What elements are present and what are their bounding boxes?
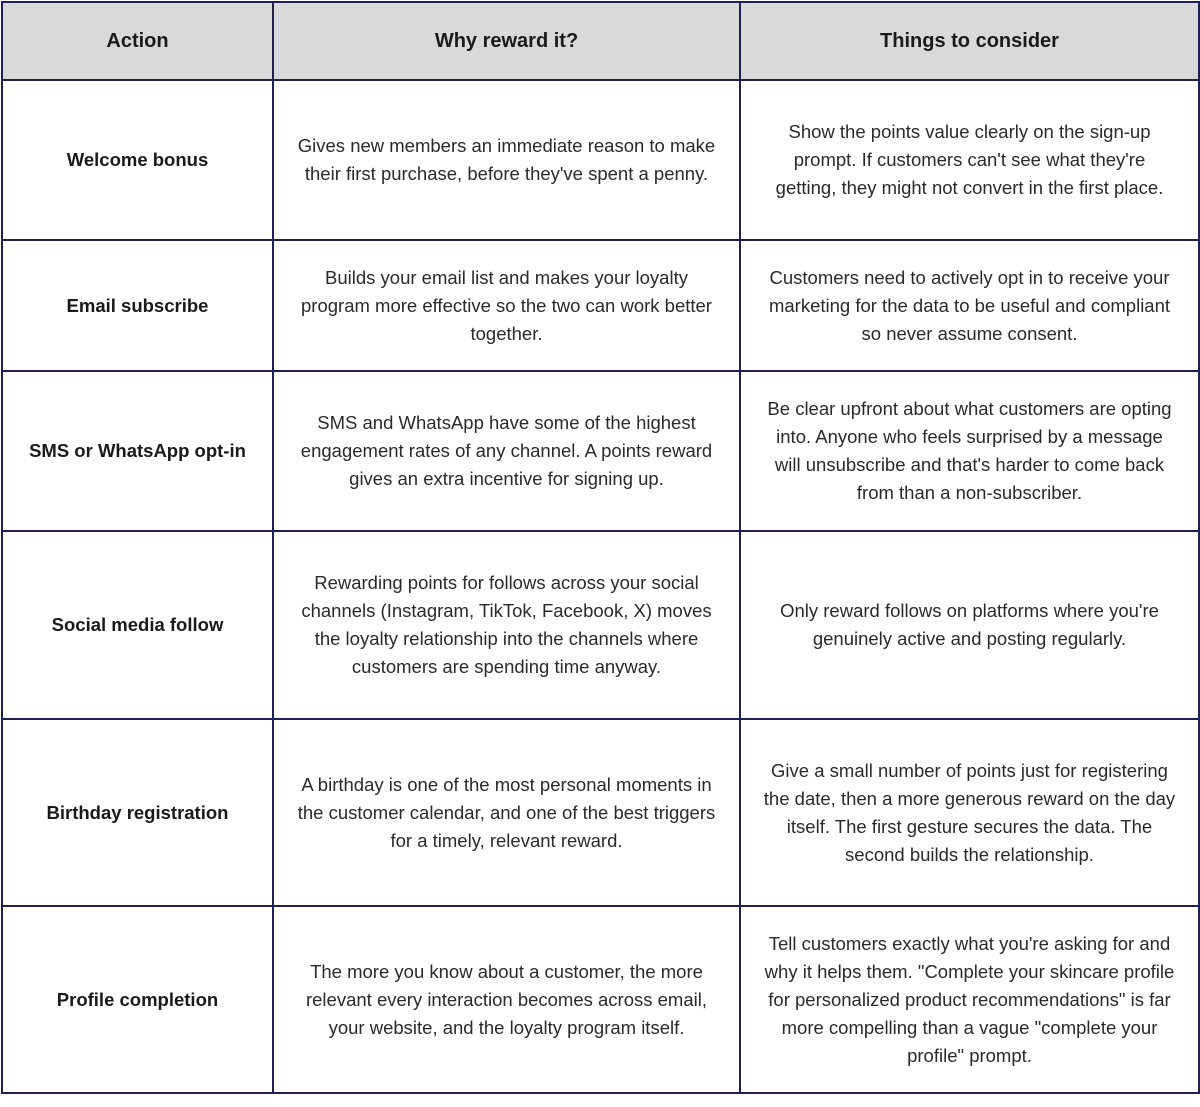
consider-cell: Tell customers exactly what you're asking for and why it helps them. "Complete your skincare profile for personalized product recommendations" is far more compelling than a vague "complete your profile" prompt. [740, 906, 1199, 1093]
action-cell: SMS or WhatsApp opt-in [2, 371, 273, 531]
action-cell: Email subscribe [2, 240, 273, 371]
header-why-reward: Why reward it? [273, 2, 740, 80]
consider-cell: Customers need to actively opt in to receive your marketing for the data to be useful and compliant so never assume consent. [740, 240, 1199, 371]
table-header-row [2, 2, 1199, 80]
consider-cell: Give a small number of points just for registering the date, then a more generous reward on the day itself. The first gesture secures the data. The second builds the relationship. [740, 719, 1199, 906]
why-cell: Gives new members an immediate reason to make their first purchase, before they've spent a penny. [273, 80, 740, 240]
rewards-table-container [1, 1, 1198, 1090]
table-row [2, 80, 1199, 240]
action-cell: Birthday registration [2, 719, 273, 906]
action-cell: Social media follow [2, 531, 273, 719]
why-cell: A birthday is one of the most personal moments in the customer calendar, and one of the best triggers for a timely, relevant reward. [273, 719, 740, 906]
table-row [2, 371, 1199, 531]
header-action: Action [2, 2, 273, 80]
consider-cell: Be clear upfront about what customers are opting into. Anyone who feels surprised by a message will unsubscribe and that's harder to come back from than a non-subscriber. [740, 371, 1199, 531]
header-things-to-consider: Things to consider [740, 2, 1199, 80]
why-cell: The more you know about a customer, the more relevant every interaction becomes across email, your website, and the loyalty program itself. [273, 906, 740, 1093]
why-cell: SMS and WhatsApp have some of the highest engagement rates of any channel. A points reward gives an extra incentive for signing up. [273, 371, 740, 531]
table-row [2, 531, 1199, 719]
action-cell: Welcome bonus [2, 80, 273, 240]
table-row [2, 906, 1199, 1093]
why-cell: Builds your email list and makes your loyalty program more effective so the two can work better together. [273, 240, 740, 371]
why-cell: Rewarding points for follows across your social channels (Instagram, TikTok, Facebook, X) moves the loyalty relationship into the channels where customers are spending time anyway. [273, 531, 740, 719]
consider-cell: Show the points value clearly on the sign-up prompt. If customers can't see what they're getting, they might not convert in the first place. [740, 80, 1199, 240]
table-row [2, 240, 1199, 371]
consider-cell: Only reward follows on platforms where you're genuinely active and posting regularly. [740, 531, 1199, 719]
rewards-actions-table [1, 1, 1200, 1094]
table-row [2, 719, 1199, 906]
action-cell: Profile completion [2, 906, 273, 1093]
